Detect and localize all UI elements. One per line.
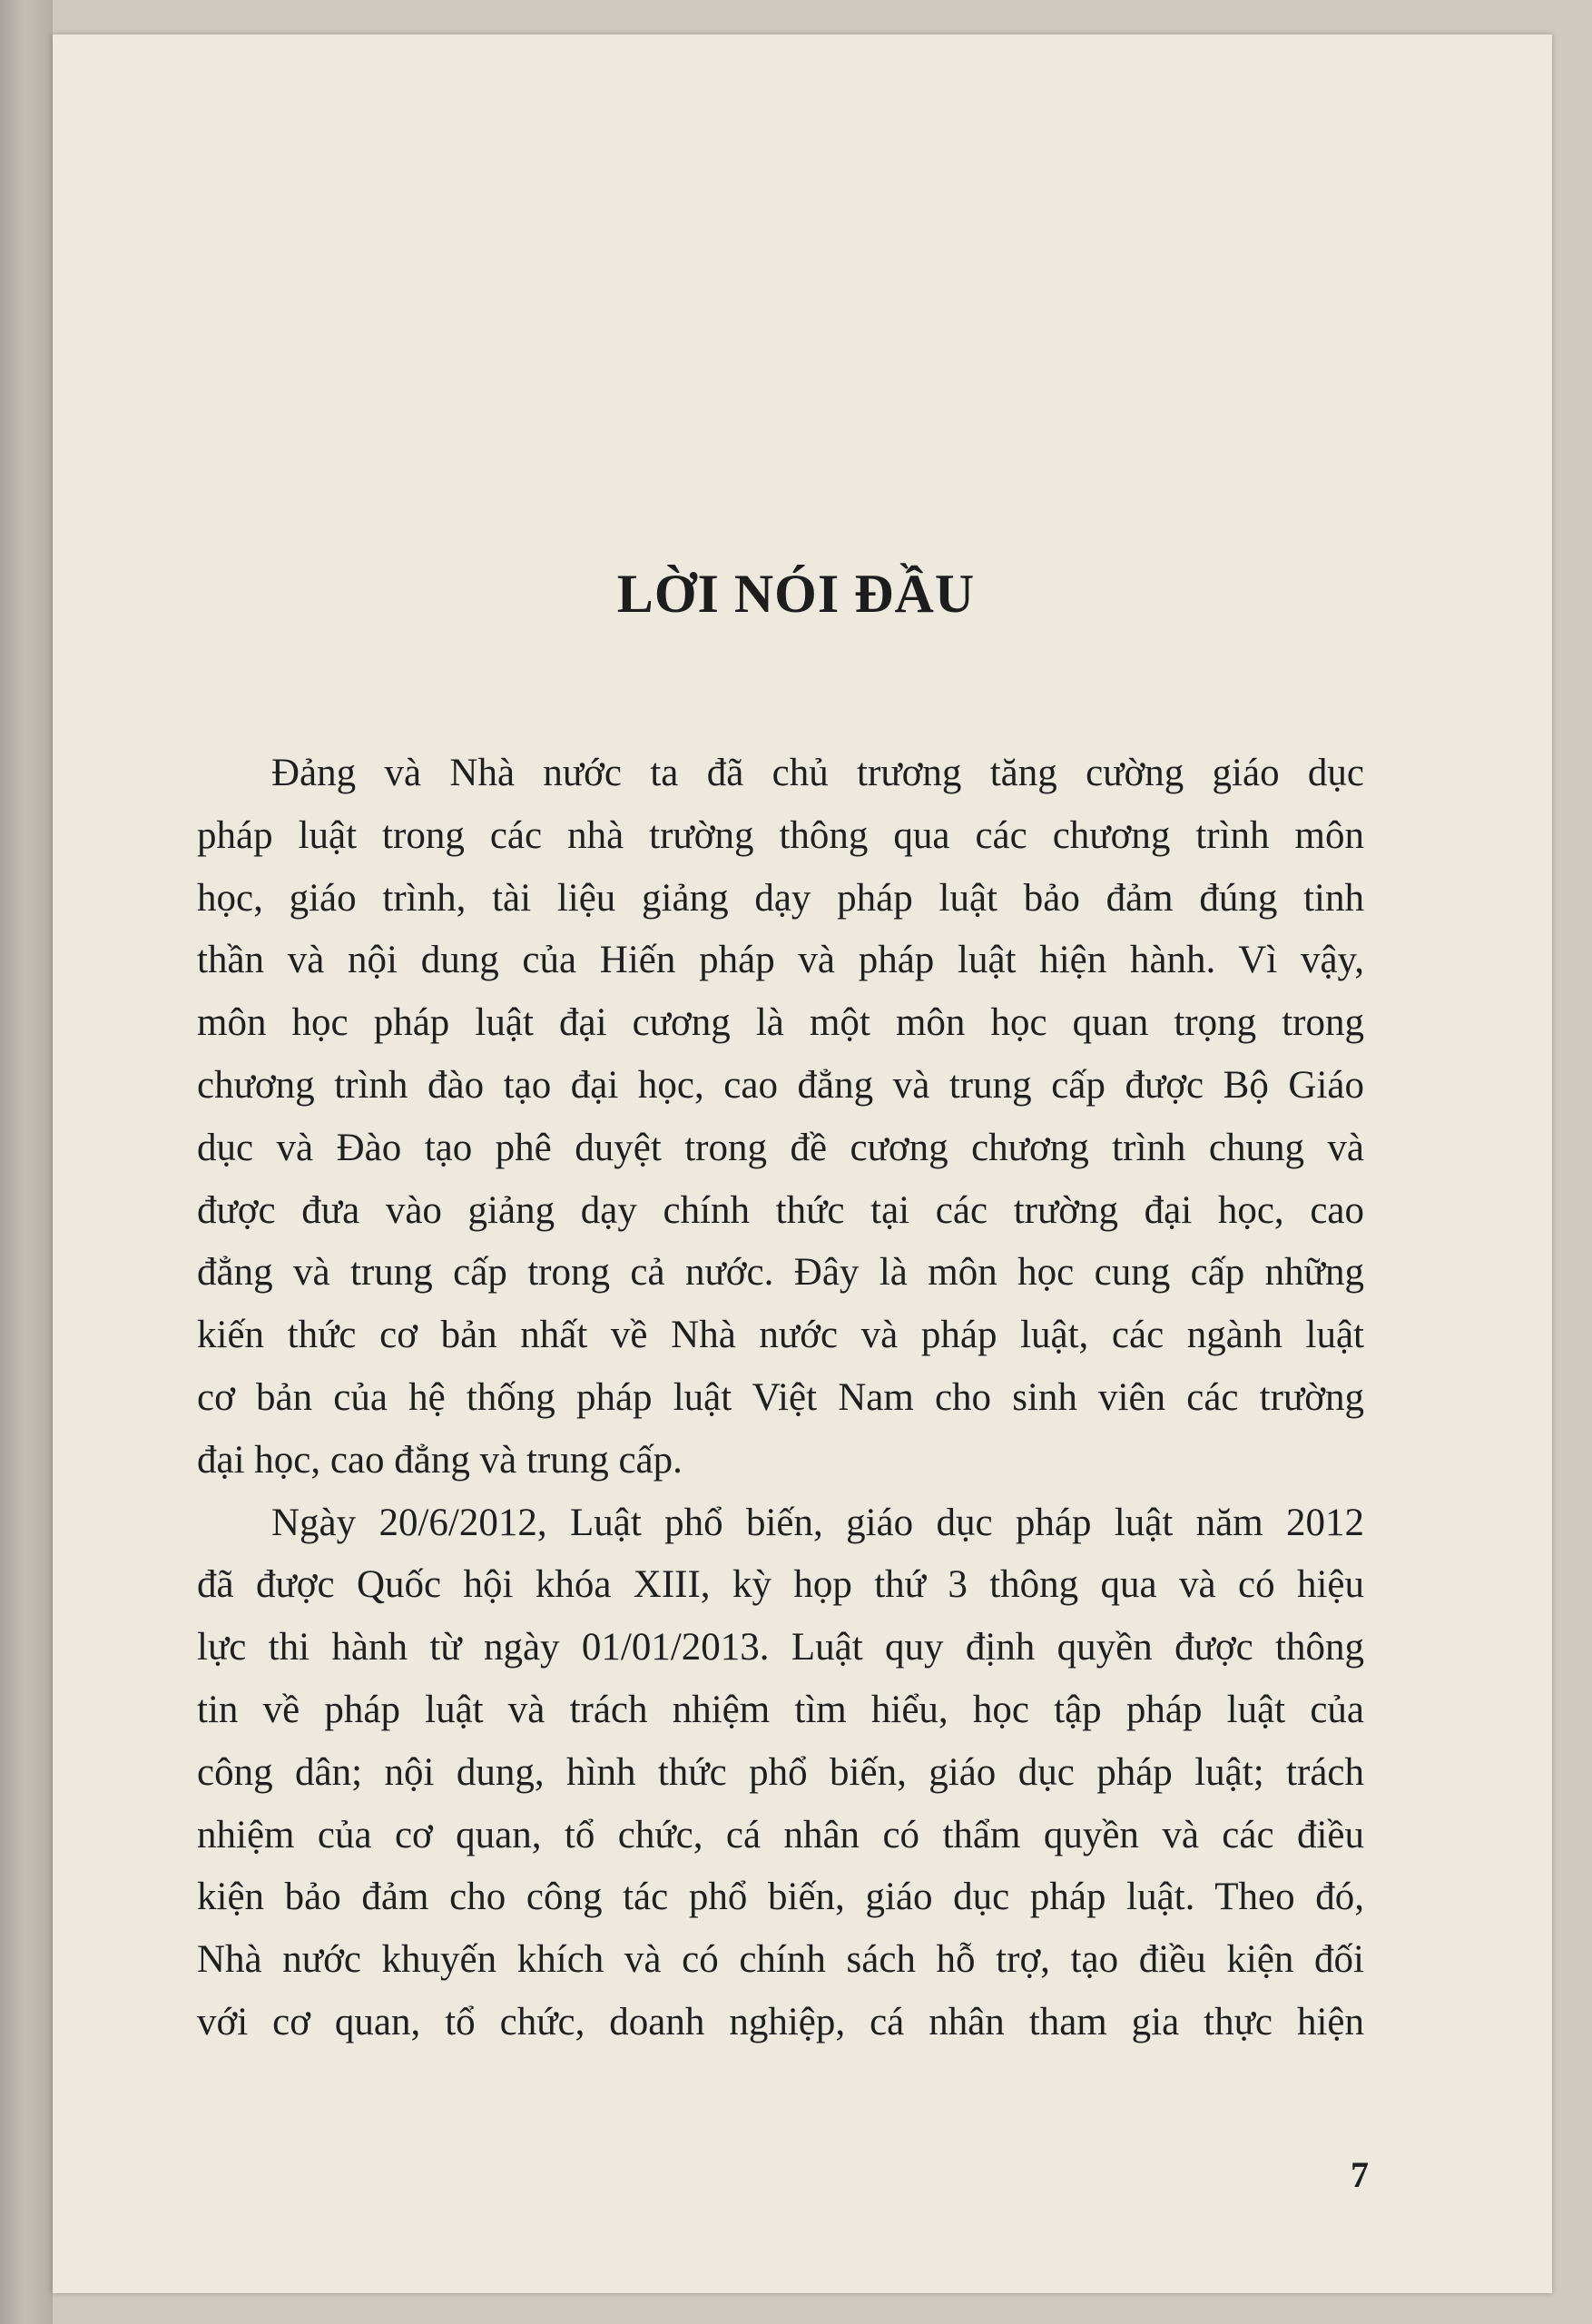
text-line: đẳng và trung cấp trong cả nước. Đây là môn học cung cấp những xyxy=(197,1251,1364,1295)
text-line: đại học, cao đẳng và trung cấp. xyxy=(197,1438,683,1482)
text-line: môn học pháp luật đại cương là một môn học quan trọng trong xyxy=(197,1001,1364,1045)
text-line: dục và Đào tạo phê duyệt trong đề cương chương trình chung và xyxy=(197,1126,1364,1169)
body-text xyxy=(197,743,1364,2054)
text-line: đã được Quốc hội khóa XIII, kỳ họp thứ 3 thông qua và có hiệu xyxy=(197,1563,1364,1607)
text-line: Nhà nước khuyến khích và có chính sách hỗ trợ, tạo điều kiện đối xyxy=(197,1938,1364,1982)
text-line: công dân; nội dung, hình thức phổ biến, giáo dục pháp luật; trách xyxy=(197,1750,1364,1794)
page-number: 7 xyxy=(1351,2154,1369,2195)
text-line: với cơ quan, tổ chức, doanh nghiệp, cá nhân tham gia thực hiện xyxy=(197,2000,1364,2043)
text-line: kiến thức cơ bản nhất về Nhà nước và pháp luật, các ngành luật xyxy=(197,1314,1364,1357)
text-line: cơ bản của hệ thống pháp luật Việt Nam cho sinh viên các trường xyxy=(197,1375,1364,1419)
text-line: được đưa vào giảng dạy chính thức tại các trường đại học, cao xyxy=(197,1188,1364,1232)
text-line: kiện bảo đảm cho công tác phổ biến, giáo dục pháp luật. Theo đó, xyxy=(197,1876,1364,1919)
text-line: tin về pháp luật và trách nhiệm tìm hiểu, học tập pháp luật của xyxy=(197,1688,1364,1731)
page-title: LỜI NÓI ĐẦU xyxy=(616,564,976,624)
text-line: nhiệm của cơ quan, tổ chức, cá nhân có thẩm quyền và các điều xyxy=(197,1813,1364,1856)
text-line: lực thi hành từ ngày 01/01/2013. Luật quy định quyền được thông xyxy=(197,1626,1364,1669)
text-line: pháp luật trong các nhà trường thông qua các chương trình môn xyxy=(197,813,1364,857)
book-edge xyxy=(0,0,53,2324)
text-line: Đảng và Nhà nước ta đã chủ trương tăng cường giáo dục xyxy=(271,752,1364,794)
text-line: thần và nội dung của Hiến pháp và pháp luật hiện hành. Vì vậy, xyxy=(197,939,1364,982)
text-line: Ngày 20/6/2012, Luật phổ biến, giáo dục pháp luật năm 2012 xyxy=(271,1501,1364,1544)
text-line: học, giáo trình, tài liệu giảng dạy pháp luật bảo đảm đúng tinh xyxy=(197,876,1364,920)
text-line: chương trình đào tạo đại học, cao đẳng và trung cấp được Bộ Giáo xyxy=(197,1063,1364,1107)
